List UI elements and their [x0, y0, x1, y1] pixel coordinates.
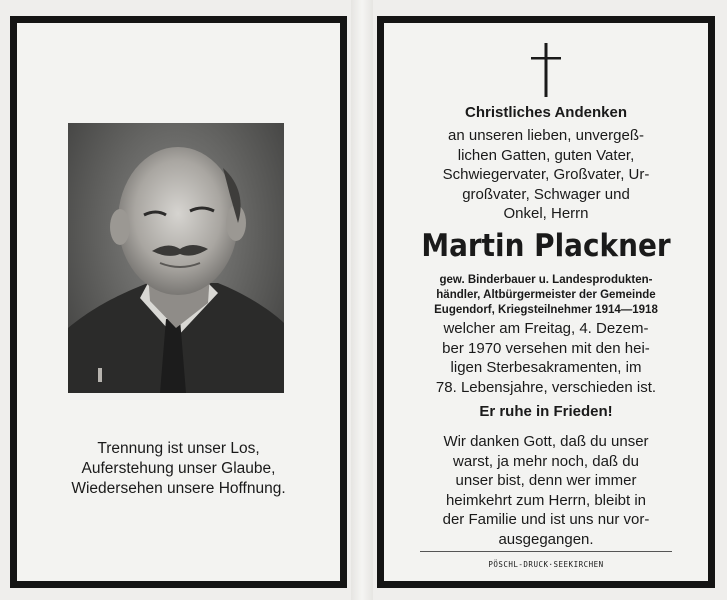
- portrait-photo: [68, 123, 284, 393]
- intro-line: Schwiegervater, Großvater, Ur-: [442, 166, 650, 183]
- description: [404, 273, 688, 318]
- death-line: 78. Lebensjahre, verschieden ist.: [435, 378, 657, 396]
- description-line: Eugendorf, Kriegsteilnehmer 1914—1918: [434, 304, 658, 316]
- left-panel: [10, 16, 347, 588]
- card-fold: [351, 0, 373, 600]
- thanks-text: [404, 432, 688, 549]
- rest-in-peace: Er ruhe in Frieden!: [479, 403, 613, 420]
- thanks-line: warst, ja mehr noch, daß du: [453, 452, 639, 470]
- cross-icon: [527, 43, 565, 97]
- intro-line: an unseren lieben, unvergeß-: [448, 127, 644, 144]
- printer-imprint: PÖSCHL-DRUCK·SEEKIRCHEN: [488, 560, 604, 569]
- intro-line: Onkel, Herrn: [503, 205, 589, 222]
- intro-line: lichen Gatten, guten Vater,: [457, 146, 635, 164]
- intro-line: großvater, Schwager und: [462, 185, 630, 203]
- death-notice: [404, 319, 688, 397]
- description-line: gew. Binderbauer u. Landesprodukten-: [439, 274, 653, 286]
- thanks-line: ausgegangen.: [498, 530, 594, 548]
- verse-line: Auferstehung unser Glaube,: [81, 460, 276, 477]
- death-line: ber 1970 versehen mit den hei-: [442, 339, 650, 357]
- intro-text: [404, 126, 688, 224]
- verse-line: Wiedersehen unsere Hoffnung.: [71, 480, 286, 497]
- right-panel: [377, 16, 715, 588]
- heading: Christliches Andenken: [465, 104, 627, 121]
- description-line: händler, Altbürgermeister der Gemeinde: [436, 289, 656, 301]
- thanks-line: heimkehrt zum Herrn, bleibt in: [445, 491, 647, 509]
- death-line: ligen Sterbesakramenten, im: [450, 359, 642, 376]
- thanks-line: Wir danken Gott, daß du unser: [443, 433, 649, 450]
- divider: [420, 551, 672, 552]
- deceased-name: Martin Plackner: [421, 228, 671, 264]
- death-line: welcher am Freitag, 4. Dezem-: [443, 320, 649, 337]
- thanks-line: unser bist, denn wer immer: [455, 472, 637, 489]
- verse: [17, 439, 340, 499]
- thanks-line: der Familie und ist uns nur vor-: [442, 511, 650, 528]
- verse-line: Trennung ist unser Los,: [97, 440, 260, 457]
